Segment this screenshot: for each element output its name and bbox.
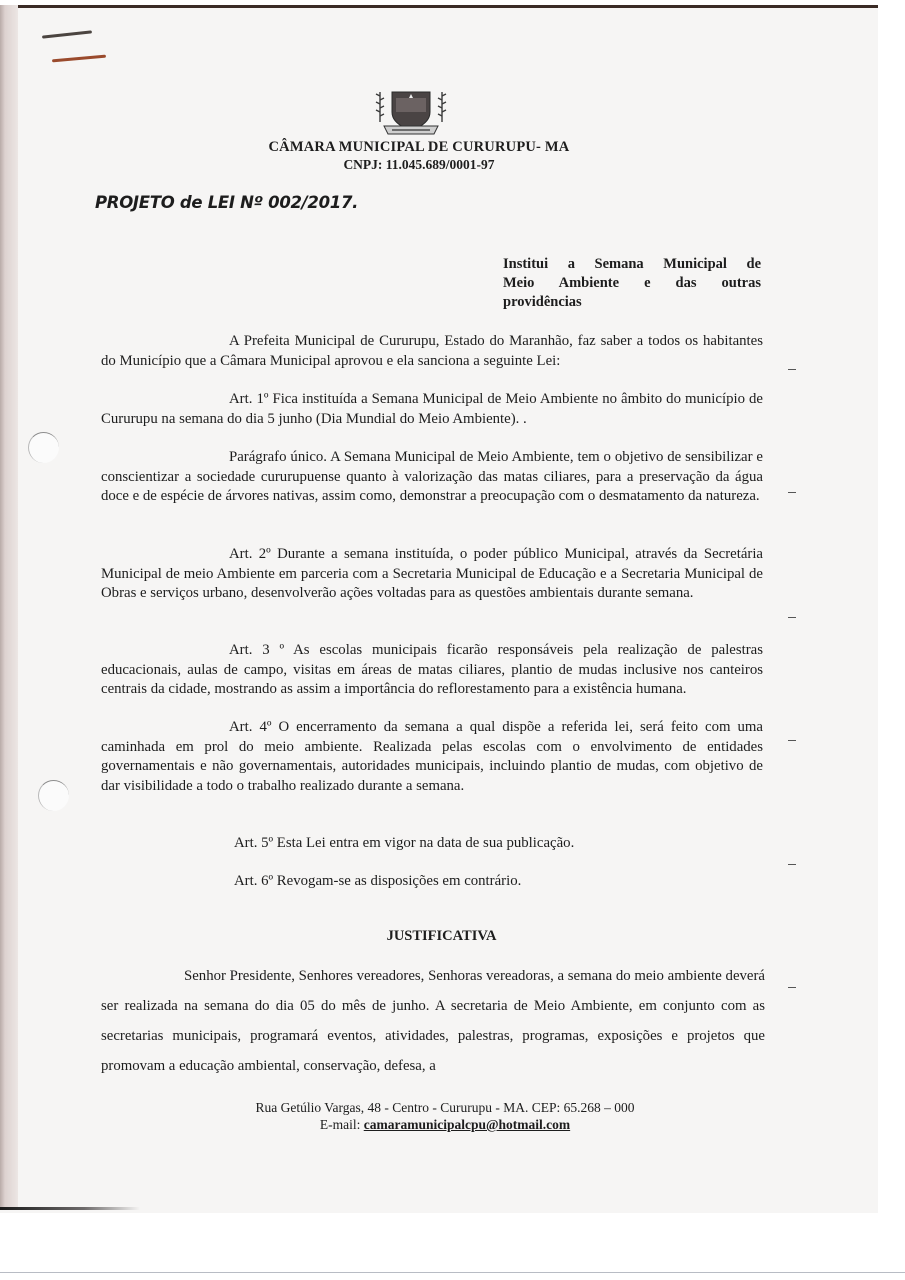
page-bottom-edge	[0, 1207, 140, 1210]
margin-mark	[788, 617, 796, 618]
institution-cnpj: CNPJ: 11.045.689/0001-97	[343, 157, 495, 172]
footer-email-line	[0, 1117, 890, 1133]
margin-mark	[788, 987, 796, 988]
scanner-bed-line	[0, 1272, 905, 1273]
preamble-text: A Prefeita Municipal de Cururupu, Estado do Maranhão, faz saber a todos os habitantes do Município que a Câmara Municipal aprovou e ela sanciona a seguinte Lei:	[101, 333, 763, 369]
justification-text: Senhor Presidente, Senhores vereadores, Senhoras vereadoras, a semana do meio ambiente deverá ser realizada na semana do dia 05 do mês de junho. A secretaria de Meio Ambiente, em conjunto com as secretarias municipais, programará eventos, atividades, palestras, programas, exposições e projetos que promovam a educação ambiental, conservação, defesa, a	[101, 968, 765, 1074]
article-5: Art. 5º Esta Lei entra em vigor na data de sua publicação.	[234, 835, 575, 851]
bill-summary	[503, 255, 761, 312]
article-1	[101, 390, 763, 429]
justification-heading: JUSTIFICATIVA	[386, 928, 497, 944]
preamble-paragraph	[101, 332, 763, 371]
footer-address: Rua Getúlio Vargas, 48 - Centro - Cururupu - MA. CEP: 65.268 – 000	[255, 1100, 635, 1115]
institution-name: CÂMARA MUNICIPAL DE CURURUPU- MA	[268, 139, 570, 155]
margin-mark	[788, 740, 796, 741]
article-2	[101, 545, 763, 604]
punch-hole-icon	[38, 780, 69, 811]
email-label: E-mail:	[319, 1117, 364, 1132]
bill-summary-line: Meio Ambiente e das outras	[503, 275, 761, 291]
justification-paragraph	[101, 961, 765, 1081]
article-3	[101, 641, 763, 700]
page-shadow-edge	[0, 5, 18, 1210]
bill-title: PROJETO de LEI Nº 002/2017.	[95, 193, 359, 212]
coat-of-arms-icon	[372, 88, 450, 136]
article-text: Art. 3 º As escolas municipais ficarão responsáveis pela realização de palestras educacionais, aulas de campo, visitas em áreas de matas ciliares, plantio de mudas inclusive nos canteiros centrais da cidade, mostrando as assim a importância do reflorestamento para a existência humana.	[101, 642, 763, 698]
bill-summary-line: Institui a Semana Municipal de	[503, 256, 761, 272]
punch-hole-icon	[28, 432, 59, 463]
article-text: Art. 1º Fica instituída a Semana Municipal de Meio Ambiente no âmbito do município de Cururupu na semana do dia 5 junho (Dia Mundial do Meio Ambiente). .	[101, 391, 763, 427]
sole-paragraph	[101, 448, 763, 507]
article-text: Art. 2º Durante a semana instituída, o poder público Municipal, através da Secretária Municipal de meio Ambiente em parceria com a Secretaria Municipal de Educação e a Secretaria Municipal de Obras e serviços urbano, desenvolverão ações voltadas para as questões ambientais durante semana.	[101, 546, 763, 602]
article-text: Parágrafo único. A Semana Municipal de Meio Ambiente, tem o objetivo de sensibilizar e conscientizar a sociedade cururupuense quanto à valorização das matas ciliares, para a preservação da água doce e de espécie de árvores nativas, assim como, demonstrar a preocupação com o desmatamento da natureza.	[101, 449, 763, 505]
margin-mark	[788, 492, 796, 493]
margin-mark	[788, 864, 796, 865]
article-text: Art. 4º O encerramento da semana a qual dispõe a referida lei, será feito com uma caminhada em prol do meio ambiente. Realizada pelas escolas com o envolvimento de entidades governamentais e não governamentais, autoridades municipais, incluindo plantio de mudas, com objetivo de dar visibilidade a todo o trabalho realizado durante a semana.	[101, 719, 763, 794]
bill-summary-line: providências	[503, 294, 582, 310]
article-6: Art. 6º Revogam-se as disposições em contrário.	[234, 873, 522, 889]
article-4	[101, 718, 763, 796]
margin-mark	[788, 369, 796, 370]
email-link[interactable]: camaramunicipalcpu@hotmail.com	[363, 1117, 571, 1132]
